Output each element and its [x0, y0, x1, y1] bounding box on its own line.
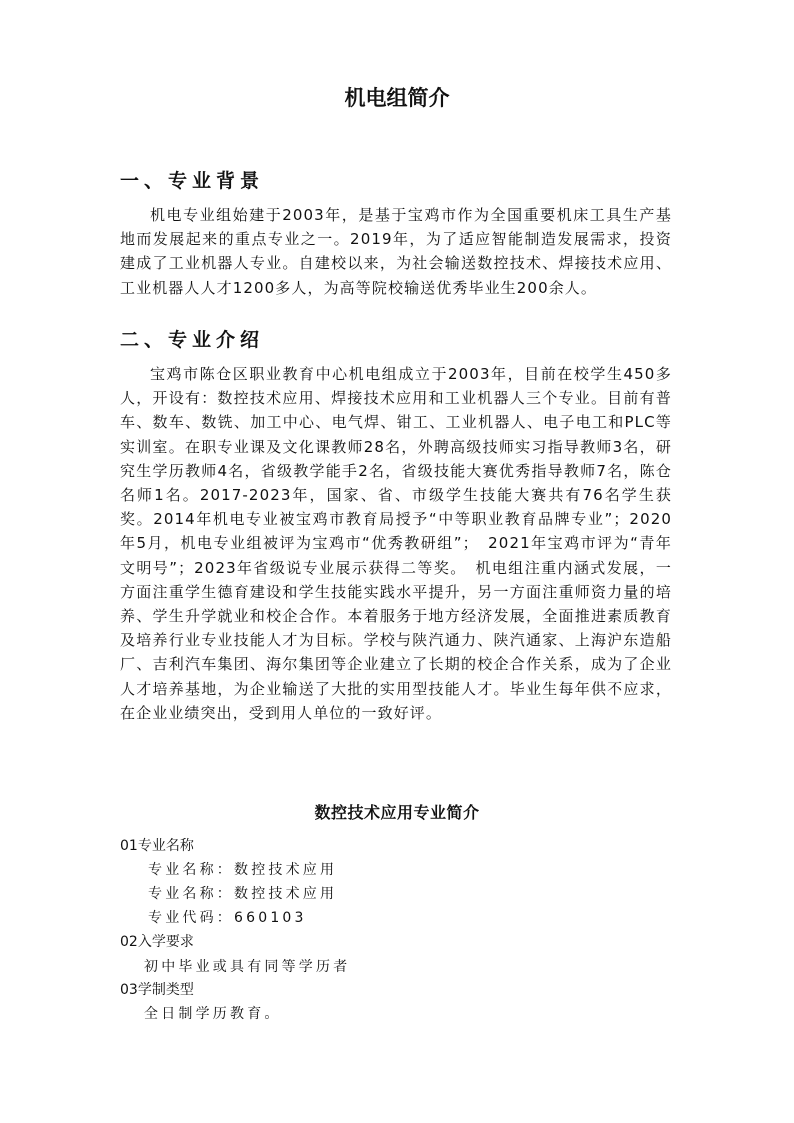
item-heading-admission: 02入学要求 [120, 934, 194, 950]
item-line-program-code: 专业代码：660103 [148, 910, 307, 926]
item-line-program-name-repeat: 专业名称：数控技术应用 [148, 886, 338, 902]
item-heading-program-name: 01专业名称 [120, 838, 194, 854]
section-heading-background: 一、专业背景 [120, 170, 265, 192]
item-line-program-name: 专业名称：数控技术应用 [148, 862, 338, 878]
section-heading-introduction: 二、专业介绍 [120, 329, 265, 351]
paragraph-introduction: 宝鸡市陈仓区职业教育中心机电组成立于2003年，目前在校学生450多人，开设有：数控技术应用、焊接技术应用和工业机器人三个专业。目前有普车、数车、数铣、加工中心、电气焊、钳工、工业机器人、电子电工和PLC等实训室。在职专业课及文化课教师28名，外聘高级技师实习指导教师3名，研究生学历教师4名，省级教学能手2名，省级技能大赛优秀指导教师7名，陈仓名师1名。2017-2023年，国家、省、市级学生技能大赛共有76名学生获奖。2014年机电专业被宝鸡市教育局授予“中等职业教育品牌专业”；2020年5月，机电专业组被评为宝鸡市“优秀教研组”； 2021年宝鸡市评为“青年文明号”；2023年省级说专业展示获得二等奖。 机电组注重内涵式发展，一方面注重学生德育建设和学生技能实践水平提升，另一方面注重师资力量的培养、学生升学就业和校企合作。本着服务于地方经济发展，全面推进素质教育及培养行业专业技能人才为目标。学校与陕汽通力、陕汽通家、上海沪东造船厂、吉利汽车集团、海尔集团等企业建立了长期的校企合作关系，成为了企业人才培养基地，为企业输送了大批的实用型技能人才。毕业生每年供不应求，在企业业绩突出，受到用人单位的一致好评。 [120, 365, 672, 722]
item-line-admission: 初中毕业或具有同等学历者 [144, 959, 351, 975]
page-title: 机电组简介 [344, 86, 450, 110]
item-heading-schooling-type: 03学制类型 [120, 982, 194, 998]
item-line-schooling-type: 全日制学历教育。 [144, 1006, 282, 1022]
program-subtitle: 数控技术应用专业简介 [314, 803, 480, 822]
paragraph-background: 机电专业组始建于2003年，是基于宝鸡市作为全国重要机床工具生产基地而发展起来的重点专业之一。2019年，为了适应智能制造发展需求，投资建成了工业机器人专业。自建校以来，为社会输送数控技术、焊接技术应用、工业机器人人才1200多人，为高等院校输送优秀毕业生200余人。 [120, 206, 672, 297]
